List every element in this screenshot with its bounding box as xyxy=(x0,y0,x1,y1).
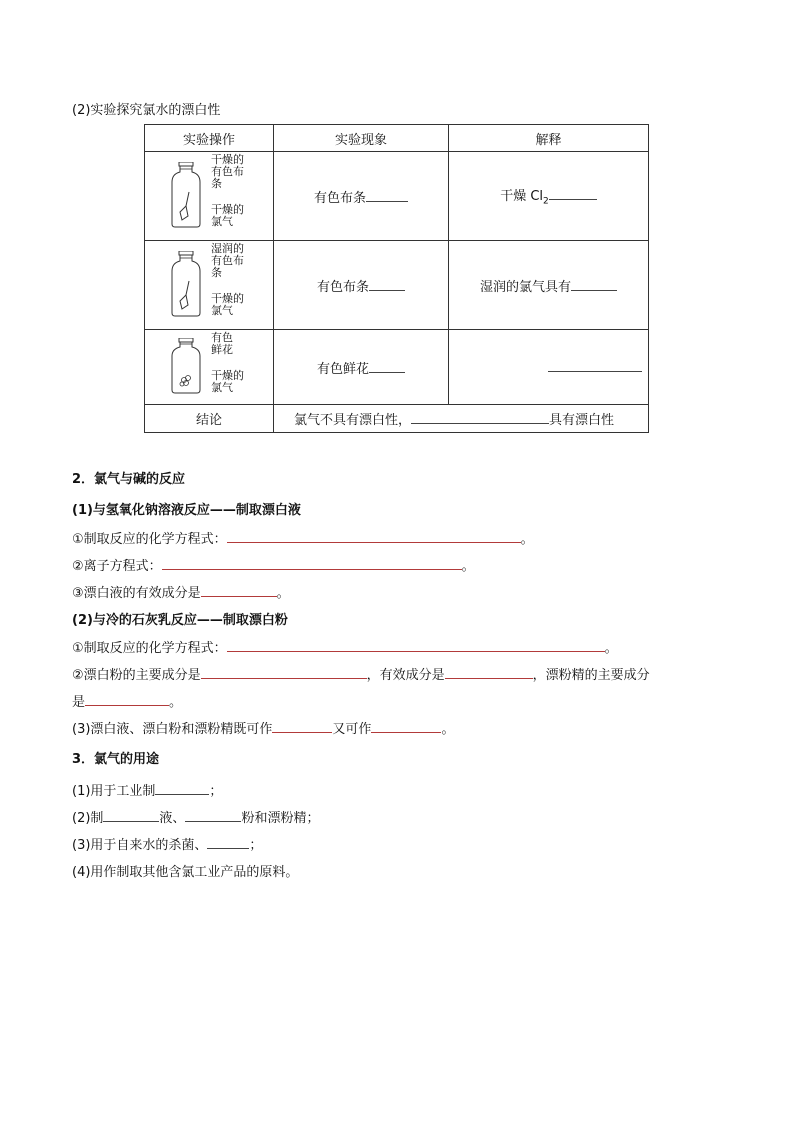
use-item xyxy=(72,807,319,826)
subscript-2: 2 xyxy=(543,196,549,207)
section-title-alkali: 2．氯气与碱的反应 xyxy=(72,472,186,487)
phenomenon-cell xyxy=(274,241,449,330)
question-line xyxy=(72,664,650,683)
answer-blank[interactable] xyxy=(201,665,367,679)
phenomenon-cell xyxy=(274,330,449,405)
question-text: 是 xyxy=(72,695,86,710)
label-line: 干燥的 xyxy=(211,292,244,305)
bottle-with-flower-icon xyxy=(169,338,203,394)
conclusion-text: 氯气不具有漂白性， xyxy=(294,413,412,428)
label-line: 氯气 xyxy=(211,381,233,394)
conclusion-label: 结论 xyxy=(145,405,274,433)
phenomenon-text: 有色布条 xyxy=(316,279,369,295)
label-line: 干燥的 xyxy=(211,203,244,216)
operation-cell xyxy=(145,330,274,405)
label-line: 湿润的 xyxy=(211,242,244,255)
label-line: 有色 xyxy=(211,331,233,344)
label-line: 干燥的 xyxy=(211,153,244,166)
answer-blank[interactable] xyxy=(227,638,605,652)
phenomenon-text: 有色布条 xyxy=(313,190,366,206)
question-text: 又可作 xyxy=(332,722,372,737)
label-line: 氯气 xyxy=(211,215,233,228)
header-phenomenon: 实验现象 xyxy=(274,125,449,152)
section-heading-bleaching: (2)实验探究氯水的漂白性 xyxy=(72,103,221,118)
question-line xyxy=(72,718,454,737)
answer-blank[interactable] xyxy=(371,719,441,733)
use-text: (2)制 xyxy=(72,811,104,826)
phenomenon-text: 有色鲜花 xyxy=(316,361,369,377)
table-row xyxy=(145,330,649,405)
question-line xyxy=(72,637,618,656)
answer-blank[interactable] xyxy=(207,835,249,849)
conclusion-text: 具有漂白性 xyxy=(549,413,615,428)
answer-blank[interactable] xyxy=(162,556,462,570)
conclusion-row xyxy=(145,405,649,433)
answer-blank[interactable] xyxy=(85,692,169,706)
question-line xyxy=(72,691,182,710)
question-line xyxy=(72,555,475,574)
question-text: ①制取反应的化学方程式： xyxy=(72,641,227,656)
conclusion-cell xyxy=(274,405,649,433)
answer-blank[interactable] xyxy=(103,808,159,822)
subsection-title-naoh: (1)与氢氧化钠溶液反应——制取漂白液 xyxy=(72,503,301,518)
label-cloth xyxy=(211,243,244,279)
answer-blank[interactable] xyxy=(201,583,277,597)
question-text: ，有效成分是 xyxy=(366,668,445,683)
label-line: 鲜花 xyxy=(211,343,233,356)
use-text: (3)用于自来水的杀菌、 xyxy=(72,838,208,853)
bottle-with-cloth-icon xyxy=(169,162,203,228)
label-line: 条 xyxy=(211,266,222,279)
label-gas xyxy=(211,293,244,317)
subsection-title-lime: (2)与冷的石灰乳反应——制取漂白粉 xyxy=(72,613,288,628)
label-flower xyxy=(211,332,233,356)
use-text: (1)用于工业制 xyxy=(72,784,156,799)
use-item xyxy=(72,780,222,799)
label-line: 有色布 xyxy=(211,254,244,267)
question-text: ②漂白粉的主要成分是 xyxy=(72,668,201,683)
answer-blank[interactable] xyxy=(411,410,549,424)
question-line xyxy=(72,528,534,547)
use-item: (4)用作制取其他含氯工业产品的原料。 xyxy=(72,865,299,880)
label-line: 干燥的 xyxy=(211,369,244,382)
experiment-table xyxy=(144,124,649,433)
use-item xyxy=(72,834,262,853)
operation-cell xyxy=(145,152,274,241)
question-text: ，漂粉精的主要成分 xyxy=(532,668,650,683)
answer-blank[interactable] xyxy=(185,808,241,822)
answer-blank[interactable] xyxy=(366,188,408,202)
question-text: ②离子方程式： xyxy=(72,559,162,574)
question-line xyxy=(72,582,290,601)
punctuation: 。 xyxy=(461,559,475,574)
question-text: (3)漂白液、漂白粉和漂粉精既可作 xyxy=(72,722,273,737)
section-title-uses: 3．氯气的用途 xyxy=(72,752,160,767)
bottle-with-wet-cloth-icon xyxy=(169,251,203,317)
answer-blank[interactable] xyxy=(445,665,533,679)
punctuation: 。 xyxy=(604,641,618,656)
answer-blank[interactable] xyxy=(369,277,405,291)
label-line: 有色布 xyxy=(211,165,244,178)
table-header-row xyxy=(145,125,649,152)
explanation-text: 干燥 Cl xyxy=(500,189,544,205)
table-row xyxy=(145,241,649,330)
phenomenon-cell xyxy=(274,152,449,241)
answer-blank[interactable] xyxy=(272,719,332,733)
operation-cell xyxy=(145,241,274,330)
explanation-cell xyxy=(449,330,649,405)
table-row xyxy=(145,152,649,241)
header-explanation: 解释 xyxy=(449,125,649,152)
use-text: 粉和漂粉精； xyxy=(241,811,320,826)
use-text: 液、 xyxy=(159,811,186,826)
explanation-cell xyxy=(449,241,649,330)
punctuation: ； xyxy=(209,784,223,799)
explanation-cell xyxy=(449,152,649,241)
answer-blank[interactable] xyxy=(571,277,617,291)
answer-blank[interactable] xyxy=(227,529,521,543)
punctuation: ； xyxy=(249,838,263,853)
answer-blank[interactable] xyxy=(369,359,405,373)
answer-blank[interactable] xyxy=(548,358,642,372)
answer-blank[interactable] xyxy=(549,186,597,200)
answer-blank[interactable] xyxy=(155,781,209,795)
label-gas xyxy=(211,204,244,228)
punctuation: 。 xyxy=(441,722,455,737)
label-line: 条 xyxy=(211,177,222,190)
punctuation: 。 xyxy=(276,586,290,601)
header-operation: 实验操作 xyxy=(145,125,274,152)
label-gas xyxy=(211,370,244,394)
label-cloth xyxy=(211,154,244,190)
question-text: ①制取反应的化学方程式： xyxy=(72,532,227,547)
punctuation: 。 xyxy=(520,532,534,547)
explanation-text: 湿润的氯气具有 xyxy=(479,279,571,295)
punctuation: 。 xyxy=(169,695,183,710)
question-text: ③漂白液的有效成分是 xyxy=(72,586,201,601)
label-line: 氯气 xyxy=(211,304,233,317)
